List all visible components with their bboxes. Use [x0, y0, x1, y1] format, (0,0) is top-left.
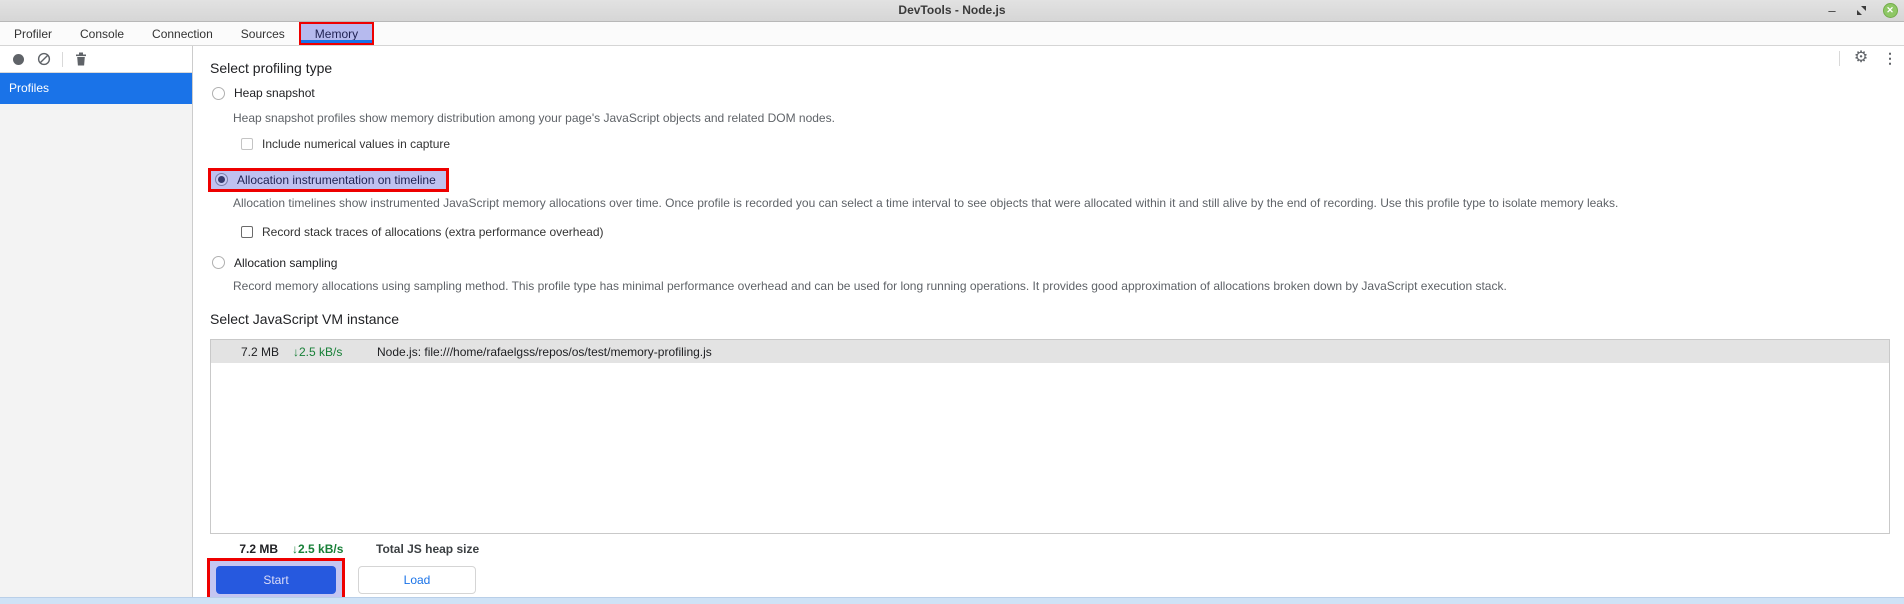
- radio-option-allocation-timeline[interactable]: [208, 168, 449, 192]
- vm-instance-row[interactable]: [211, 340, 1889, 363]
- action-buttons-row: [210, 558, 1904, 597]
- status-label: Total JS heap size: [376, 542, 480, 556]
- more-options-button[interactable]: [1882, 50, 1898, 66]
- checkbox-include-numerical[interactable]: [241, 137, 450, 151]
- tab-sources[interactable]: [227, 22, 299, 45]
- memory-toolbar: [0, 46, 192, 73]
- window-title: DevTools - Node.js: [898, 3, 1006, 17]
- allocation-timeline-description: Allocation timelines show instrumented JavaScript memory allocations over time. Once profile is recorded you can select a time interval to see objects that were allocated within it and still alive by the end of recording. Use this profile type to isolate memory leaks.: [233, 195, 1619, 210]
- radio-icon-allocation-timeline[interactable]: [215, 173, 228, 186]
- tab-connection-label: Connection: [152, 26, 213, 41]
- content-area: [0, 46, 1904, 597]
- tab-memory[interactable]: [299, 22, 374, 45]
- heap-status-line: [210, 542, 1904, 556]
- tab-profiler-label: Profiler: [14, 26, 53, 41]
- controls-divider: [1839, 51, 1840, 66]
- left-panel: [0, 46, 193, 597]
- clear-icon: [37, 52, 51, 66]
- window-titlebar: [0, 0, 1904, 22]
- minimize-button[interactable]: [1824, 3, 1840, 19]
- vm-instance-table: [210, 339, 1890, 534]
- tab-console[interactable]: [66, 22, 138, 45]
- checkbox-icon-include-numerical[interactable]: [241, 138, 253, 150]
- profiles-sidebar: [0, 73, 192, 597]
- restore-icon: [1856, 5, 1867, 16]
- record-icon: [13, 54, 24, 65]
- checkbox-label-include-numerical[interactable]: Include numerical values in capture: [262, 136, 451, 151]
- radio-option-allocation-sampling[interactable]: [212, 256, 337, 270]
- settings-button[interactable]: [1853, 50, 1869, 66]
- minimize-icon: –: [1828, 2, 1836, 18]
- gear-icon: ⚙: [1853, 49, 1869, 66]
- sidebar-item-profiles[interactable]: [0, 73, 192, 104]
- profiling-type-heading: Select profiling type: [210, 60, 333, 76]
- window-bottom-edge: [0, 597, 1904, 604]
- vm-allocation-rate: ↓2.5 kB/s: [293, 344, 343, 359]
- vm-heap-size: 7.2 MB: [240, 344, 279, 359]
- tab-connection[interactable]: [138, 22, 227, 45]
- radio-label-heap-snapshot[interactable]: Heap snapshot: [234, 86, 315, 100]
- allocation-sampling-description: Record memory allocations using sampling method. This profile type has minimal performance overhead and can be used for long running operations. It provides good approximation of allocations broken down by JavaScript execution stack.: [233, 279, 1507, 293]
- checkbox-icon-record-stack-traces[interactable]: [241, 226, 253, 238]
- tab-console-label: Console: [80, 26, 125, 41]
- status-allocation-rate: ↓2.5 kB/s: [292, 542, 344, 556]
- sidebar-item-profiles-label: Profiles: [9, 81, 50, 95]
- close-icon: ✕: [1883, 3, 1898, 18]
- annotation-highlight-start: [207, 558, 345, 597]
- radio-icon-heap-snapshot[interactable]: [212, 87, 225, 100]
- main-pane-controls: [1839, 50, 1898, 66]
- tab-memory-label: Memory: [314, 26, 359, 41]
- status-heap-size: 7.2 MB: [239, 542, 278, 556]
- kebab-menu-icon: ⋮: [1883, 50, 1897, 66]
- start-button[interactable]: Start: [216, 566, 336, 594]
- record-heap-button[interactable]: [10, 51, 26, 67]
- vm-instance-name: Node.js: file:///home/rafaelgss/repos/os/test/memory-profiling.js: [377, 344, 712, 359]
- tab-sources-label: Sources: [240, 26, 285, 41]
- vm-instance-heading: Select JavaScript VM instance: [210, 311, 400, 327]
- restore-button[interactable]: [1853, 3, 1869, 19]
- trash-icon: [75, 52, 87, 66]
- radio-label-allocation-sampling[interactable]: Allocation sampling: [234, 255, 338, 270]
- radio-option-heap-snapshot[interactable]: [212, 86, 315, 100]
- main-pane: [193, 46, 1904, 597]
- load-button[interactable]: Load: [358, 566, 476, 594]
- window-controls: [1824, 0, 1898, 21]
- close-button[interactable]: [1882, 3, 1898, 19]
- clear-profiles-button[interactable]: [36, 51, 52, 67]
- tab-profiler[interactable]: [0, 22, 66, 45]
- radio-label-allocation-timeline[interactable]: Allocation instrumentation on timeline: [237, 172, 436, 187]
- toolbar-divider: [62, 52, 63, 67]
- delete-profile-button[interactable]: [73, 51, 89, 67]
- checkbox-label-record-stack-traces[interactable]: Record stack traces of allocations (extra performance overhead): [262, 224, 604, 239]
- radio-icon-allocation-sampling[interactable]: [212, 256, 225, 269]
- checkbox-record-stack-traces[interactable]: [241, 225, 604, 239]
- devtools-tabbar: [0, 22, 1904, 46]
- heap-snapshot-description: Heap snapshot profiles show memory distribution among your page's JavaScript objects and related DOM nodes.: [233, 110, 835, 125]
